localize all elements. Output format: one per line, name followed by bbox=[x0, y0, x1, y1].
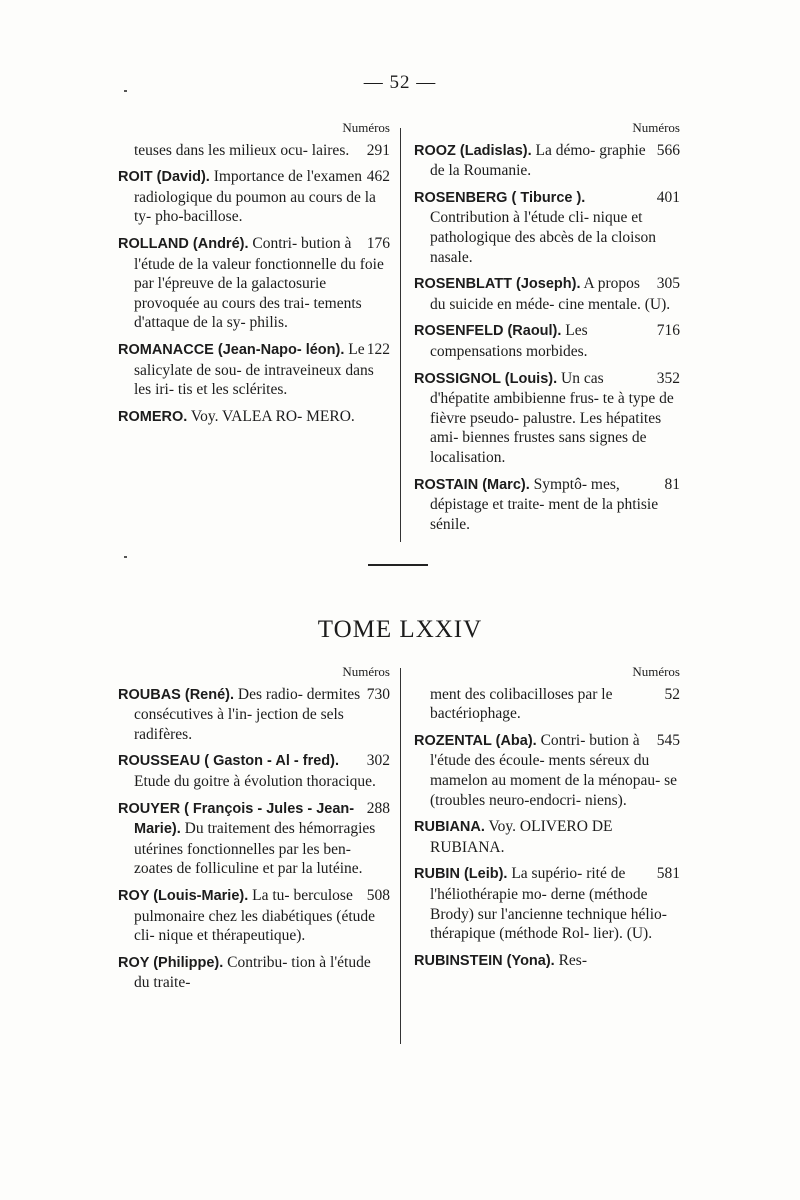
entry-list bbox=[118, 141, 390, 428]
section2-right-column bbox=[414, 662, 680, 978]
entry-author: RUBINSTEIN (Yona). bbox=[414, 952, 555, 969]
entry-number: 302 bbox=[366, 752, 390, 770]
index-entry bbox=[118, 953, 390, 993]
entry-title: ment des colibacilloses par le bactériophage. bbox=[430, 685, 613, 723]
entry-author: ROSENBERG ( Tiburce ). bbox=[414, 189, 586, 206]
entry-title: Voy. OLIVERO DE RUBIANA. bbox=[430, 818, 613, 856]
entry-number: 508 bbox=[366, 886, 390, 904]
entry-author: ROZENTAL (Aba). bbox=[414, 732, 537, 749]
entry-author: ROOZ (Ladislas). bbox=[414, 142, 532, 159]
index-entry bbox=[414, 274, 680, 314]
index-entry bbox=[414, 731, 680, 810]
index-entry bbox=[414, 188, 680, 267]
entry-author: ROIT (David). bbox=[118, 169, 210, 186]
entry-title: Des radio- dermites consécutives à l'in- jection de sels radifères. bbox=[134, 685, 361, 743]
index-entry bbox=[414, 951, 680, 972]
column-divider bbox=[400, 128, 401, 542]
section-divider bbox=[368, 564, 428, 566]
entry-author: ROSENBLATT (Joseph). bbox=[414, 276, 581, 293]
entry-author: RUBIANA. bbox=[414, 819, 485, 836]
entry-number: 545 bbox=[656, 731, 680, 749]
margin-dot bbox=[124, 90, 127, 92]
entry-title: A propos du suicide en méde- cine mentale. (U). bbox=[430, 275, 671, 313]
entry-title: La tu- berculose pulmonaire chez les diabétiques (étude cli- nique et thérapeutique). bbox=[134, 886, 376, 945]
entry-author: ROSSIGNOL (Louis). bbox=[414, 370, 558, 387]
section1-left-column bbox=[118, 118, 390, 434]
index-entry bbox=[118, 799, 390, 879]
entry-number: 716 bbox=[656, 322, 680, 340]
entry-number: 288 bbox=[366, 799, 390, 817]
entry-title: La supério- rité de l'héliothérapie mo- derne (méthode Brody) sur l'ancienne technique hélio- thérapique (méthode Rol- lier). (U). bbox=[430, 865, 667, 943]
entry-number: 81 bbox=[664, 475, 680, 493]
page-number: — 52 — bbox=[363, 72, 437, 93]
entry-author: ROSENFELD (Raoul). bbox=[414, 323, 562, 340]
section1-right-column bbox=[414, 118, 680, 541]
entry-author: ROLLAND (André). bbox=[118, 235, 249, 252]
entry-number: 730 bbox=[366, 685, 390, 703]
entry-title: Importance de l'examen radiologique du poumon au cours de la ty- pho-bacillose. bbox=[134, 168, 376, 226]
index-entry bbox=[118, 407, 390, 428]
entry-title: Contri- bution à l'étude des écoule- ments séreux du mamelon au moment de la ménopau- se (troubles neuro-endocri- niens). bbox=[430, 731, 678, 809]
column-header: Numéros bbox=[342, 664, 390, 679]
entry-title: Un cas d'hépatite ambibienne frus- te à type de fièvre pseudo- palustre. Les hépatites ami- biennes frustes sans signes de localisation. bbox=[430, 369, 674, 466]
index-entry bbox=[118, 167, 390, 227]
entry-author: ROY (Louis-Marie). bbox=[118, 887, 249, 904]
entry-number: 462 bbox=[366, 168, 390, 186]
entry-title: Voy. VALEA RO- MERO. bbox=[187, 407, 355, 425]
entry-list bbox=[414, 141, 680, 535]
index-entry bbox=[414, 475, 680, 535]
entry-author: ROMERO. bbox=[118, 408, 188, 425]
entry-title: teuses dans les milieux ocu- laires. bbox=[134, 141, 350, 159]
index-entry bbox=[118, 340, 390, 400]
index-entry bbox=[118, 751, 390, 791]
entry-title: Les compensations morbides. bbox=[430, 322, 588, 360]
column-header: Numéros bbox=[632, 664, 680, 679]
entry-title: Du traitement des hémorragies utérines fonctionnelles par les ben- zoates de folliculine et par la lutéine. bbox=[134, 820, 376, 878]
index-entry bbox=[414, 864, 680, 943]
tome-title: TOME LXXIV bbox=[317, 616, 483, 643]
entry-list bbox=[118, 685, 390, 993]
index-entry bbox=[414, 141, 680, 181]
column-header: Numéros bbox=[632, 120, 680, 135]
entry-title: Etude du goitre à évolution thoracique. bbox=[134, 772, 376, 790]
entry-author: ROUBAS (René). bbox=[118, 686, 235, 703]
entry-title: Le salicylate de sou- de intraveineux dans les iri- tis et les sclérites. bbox=[134, 340, 374, 399]
entry-author: ROY (Philippe). bbox=[118, 954, 224, 971]
entry-title: La démo- graphie de la Roumanie. bbox=[430, 141, 646, 180]
section2-left-column bbox=[118, 662, 390, 1000]
entry-title: Contri- bution à l'étude de la valeur fonctionnelle du foie par l'épreuve de la galactosurie provoquée au cours des trai- tements d'attaque de la sy- philis. bbox=[134, 234, 384, 332]
entry-number: 52 bbox=[664, 685, 680, 703]
entry-title: Contribu- tion à l'étude du traite- bbox=[134, 953, 371, 992]
index-entry bbox=[118, 234, 390, 333]
entry-author: ROMANACCE (Jean-Napo- léon). bbox=[118, 341, 345, 358]
column-divider bbox=[400, 668, 401, 1044]
entry-author: RUBIN (Leib). bbox=[414, 866, 508, 883]
entry-list bbox=[414, 685, 680, 972]
entry-author: ROSTAIN (Marc). bbox=[414, 476, 530, 493]
entry-number: 291 bbox=[366, 141, 390, 159]
entry-title: Res- bbox=[554, 951, 587, 969]
entry-author: ROUYER ( François - Jules - Jean-Marie). bbox=[118, 800, 355, 838]
index-entry bbox=[414, 817, 680, 857]
entry-title: Symptô- mes, dépistage et traite- ment de la phtisie sénile. bbox=[430, 475, 659, 533]
entry-number: 352 bbox=[656, 369, 680, 387]
entry-number: 122 bbox=[366, 340, 390, 358]
entry-number: 305 bbox=[656, 275, 680, 293]
entry-number: 401 bbox=[656, 188, 680, 206]
entry-number: 176 bbox=[366, 234, 390, 252]
index-entry bbox=[118, 886, 390, 946]
column-header: Numéros bbox=[342, 120, 390, 135]
index-entry bbox=[118, 685, 390, 745]
entry-author: ROUSSEAU ( Gaston - Al - fred). bbox=[118, 753, 339, 770]
margin-dot bbox=[124, 556, 127, 558]
index-entry bbox=[414, 685, 680, 724]
entry-title: Contribution à l'étude cli- nique et pathologique des abcès de la cloison nasale. bbox=[430, 209, 656, 266]
index-entry bbox=[414, 369, 680, 468]
entry-number: 581 bbox=[656, 865, 680, 883]
index-entry bbox=[118, 141, 390, 161]
index-entry bbox=[414, 321, 680, 361]
entry-number: 566 bbox=[656, 141, 680, 159]
